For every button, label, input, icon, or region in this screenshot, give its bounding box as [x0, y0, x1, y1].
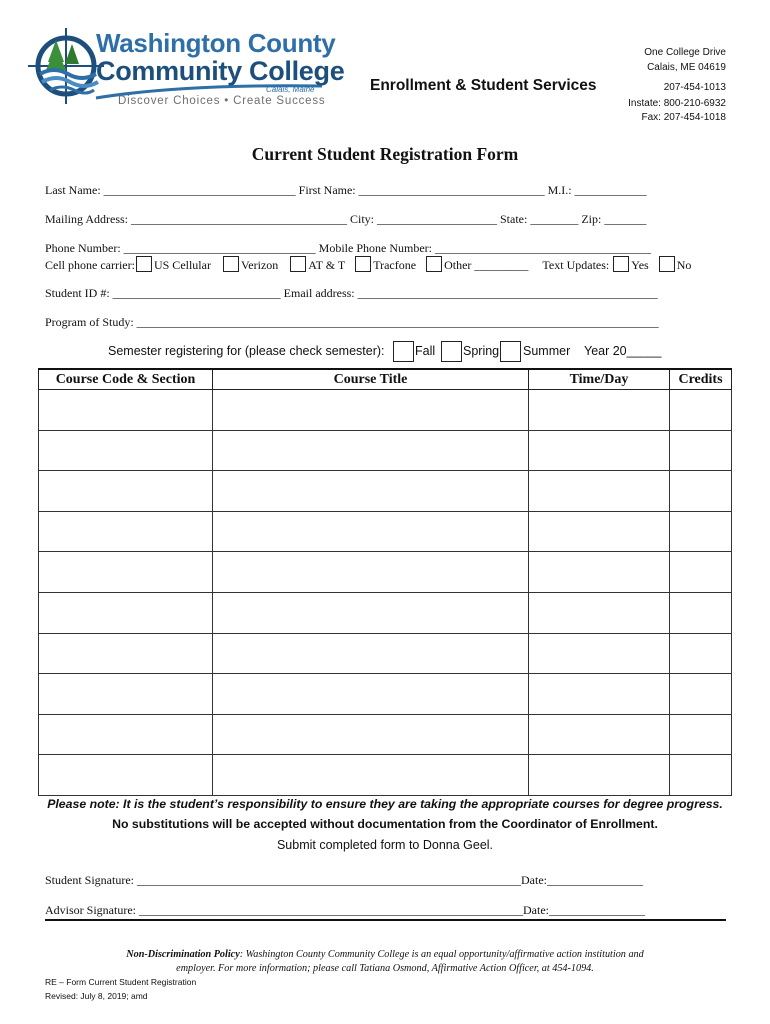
address-instate: Instate: 800-210-6932: [628, 98, 726, 109]
table-row: [39, 755, 732, 796]
address-fax: Fax: 207-454-1018: [641, 112, 726, 123]
semester-spring: Spring: [463, 344, 500, 358]
table-header-row: [39, 369, 732, 390]
address-city: Calais, ME 04619: [647, 62, 726, 73]
time-day-cell[interactable]: [529, 552, 670, 593]
course-title-cell[interactable]: [213, 633, 529, 674]
carrier-verizon: Verizon: [240, 258, 279, 272]
checkbox-verizon[interactable]: [223, 256, 239, 272]
course-code-cell[interactable]: [39, 592, 213, 633]
course-code-cell[interactable]: [39, 674, 213, 715]
course-code-cell[interactable]: [39, 430, 213, 471]
time-day-cell[interactable]: [529, 633, 670, 674]
course-title-cell[interactable]: [213, 511, 529, 552]
table-row: [39, 674, 732, 715]
policy-label: Non-Discrimination Policy: [126, 949, 240, 960]
time-day-cell[interactable]: [529, 755, 670, 796]
form-title: Current Student Registration Form: [251, 144, 519, 164]
note-responsibility: Please note: It is the student’s responsibility to ensure they are taking the appropriate courses for degree progress.: [47, 797, 723, 811]
checkbox-text-no[interactable]: [659, 256, 675, 272]
course-title-cell[interactable]: [213, 430, 529, 471]
checkbox-spring[interactable]: [441, 341, 462, 362]
text-updates-yes: Yes: [631, 258, 649, 272]
table-row: [39, 430, 732, 471]
credits-cell[interactable]: [670, 390, 732, 431]
table-row: [39, 552, 732, 593]
course-title-cell[interactable]: [213, 552, 529, 593]
course-code-cell[interactable]: [39, 471, 213, 512]
course-table-body: [39, 390, 732, 796]
address-street: One College Drive: [644, 47, 726, 58]
checkbox-us-cellular[interactable]: [136, 256, 152, 272]
checkbox-fall[interactable]: [393, 341, 414, 362]
carrier-label: Cell phone carrier:: [45, 258, 135, 272]
checkbox-other[interactable]: [426, 256, 442, 272]
table-row: [39, 471, 732, 512]
footer-revised: Revised: July 8, 2019; amd: [45, 991, 148, 1001]
credits-cell[interactable]: [670, 471, 732, 512]
text-updates-label: Text Updates:: [542, 258, 610, 272]
carrier-att: AT & T: [308, 258, 346, 272]
submit-instructions: Submit completed form to Donna Geel.: [276, 838, 494, 852]
checkbox-att[interactable]: [290, 256, 306, 272]
course-code-cell[interactable]: [39, 633, 213, 674]
credits-cell[interactable]: [670, 755, 732, 796]
course-code-cell[interactable]: [39, 552, 213, 593]
student-signature-field[interactable]: Student Signature: ________________________________________________________________Date:________________: [45, 873, 643, 887]
policy-text-1: : Washington County Community College is an equal opportunity/affirmative action institution and: [239, 949, 644, 960]
name-fields[interactable]: Last Name: ________________________________ First Name: _______________________________ M.I.: ____________: [45, 183, 647, 197]
table-row: [39, 714, 732, 755]
non-discrimination-policy-line1: [0, 949, 770, 960]
carrier-tracfone: Tracfone: [373, 258, 417, 272]
table-row: [39, 390, 732, 431]
semester-fall: Fall: [415, 344, 436, 358]
advisor-signature-field[interactable]: Advisor Signature: ________________________________________________________________Date:________________: [45, 903, 645, 917]
time-day-cell[interactable]: [529, 674, 670, 715]
student-id-email-fields[interactable]: Student ID #: ____________________________ Email address: __________________________________________________: [45, 286, 658, 300]
time-day-cell[interactable]: [529, 592, 670, 633]
credits-cell[interactable]: [670, 592, 732, 633]
address-phone: 207-454-1013: [663, 82, 726, 93]
time-day-cell[interactable]: [529, 511, 670, 552]
text-updates-no: No: [676, 258, 692, 272]
course-code-cell[interactable]: [39, 714, 213, 755]
table-row: [39, 633, 732, 674]
time-day-cell[interactable]: [529, 471, 670, 512]
time-day-cell[interactable]: [529, 430, 670, 471]
mailing-address-fields[interactable]: Mailing Address: ____________________________________ City: ____________________ State: ________ Zip: _______: [45, 212, 647, 226]
checkbox-summer[interactable]: [500, 341, 521, 362]
course-title-cell[interactable]: [213, 592, 529, 633]
course-code-cell[interactable]: [39, 390, 213, 431]
carrier-us-cellular: US Cellular: [153, 258, 211, 272]
header-time-day: Time/Day: [529, 369, 670, 390]
course-code-cell[interactable]: [39, 511, 213, 552]
course-title-cell[interactable]: [213, 755, 529, 796]
header-course-code: Course Code & Section: [39, 369, 213, 390]
footer-form-id: RE – Form Current Student Registration: [45, 977, 197, 987]
checkbox-tracfone[interactable]: [355, 256, 371, 272]
course-title-cell[interactable]: [213, 674, 529, 715]
course-code-cell[interactable]: [39, 755, 213, 796]
table-row: [39, 592, 732, 633]
logo-place: Calais, Maine: [266, 85, 315, 94]
course-table: [38, 368, 732, 796]
carrier-other[interactable]: Other _________: [444, 258, 529, 272]
semester-label: Semester registering for (please check semester):: [108, 344, 385, 358]
non-discrimination-policy-line2: employer. For more information; please call Tatiana Osmond, Affirmative Action Officer, at 454-1094.: [176, 963, 594, 974]
header-credits: Credits: [670, 369, 732, 390]
header-course-title: Course Title: [213, 369, 529, 390]
semester-summer: Summer: [523, 344, 571, 358]
course-title-cell[interactable]: [213, 714, 529, 755]
credits-cell[interactable]: [670, 674, 732, 715]
course-title-cell[interactable]: [213, 471, 529, 512]
signature-divider: [45, 919, 726, 921]
program-of-study-field[interactable]: Program of Study: _______________________________________________________________________________________: [45, 315, 659, 329]
credits-cell[interactable]: [670, 633, 732, 674]
checkbox-text-yes[interactable]: [613, 256, 629, 272]
semester-year[interactable]: Year 20_____: [584, 344, 662, 358]
time-day-cell[interactable]: [529, 714, 670, 755]
credits-cell[interactable]: [670, 511, 732, 552]
carrier-row: [45, 256, 691, 273]
credits-cell[interactable]: [670, 552, 732, 593]
table-row: [39, 511, 732, 552]
course-title-cell[interactable]: [213, 390, 529, 431]
credits-cell[interactable]: [670, 430, 732, 471]
phone-fields[interactable]: Phone Number: ________________________________ Mobile Phone Number: ____________________________________: [45, 241, 651, 255]
department-title: Enrollment & Student Services: [370, 77, 597, 94]
time-day-cell[interactable]: [529, 390, 670, 431]
logo-tagline: Discover Choices • Create Success: [118, 95, 326, 107]
note-substitutions: No substitutions will be accepted without documentation from the Coordinator of Enrollment.: [112, 817, 658, 831]
logo-text-line1: Washington County: [96, 28, 336, 58]
credits-cell[interactable]: [670, 714, 732, 755]
logo-text-line2: Community College: [96, 56, 345, 86]
